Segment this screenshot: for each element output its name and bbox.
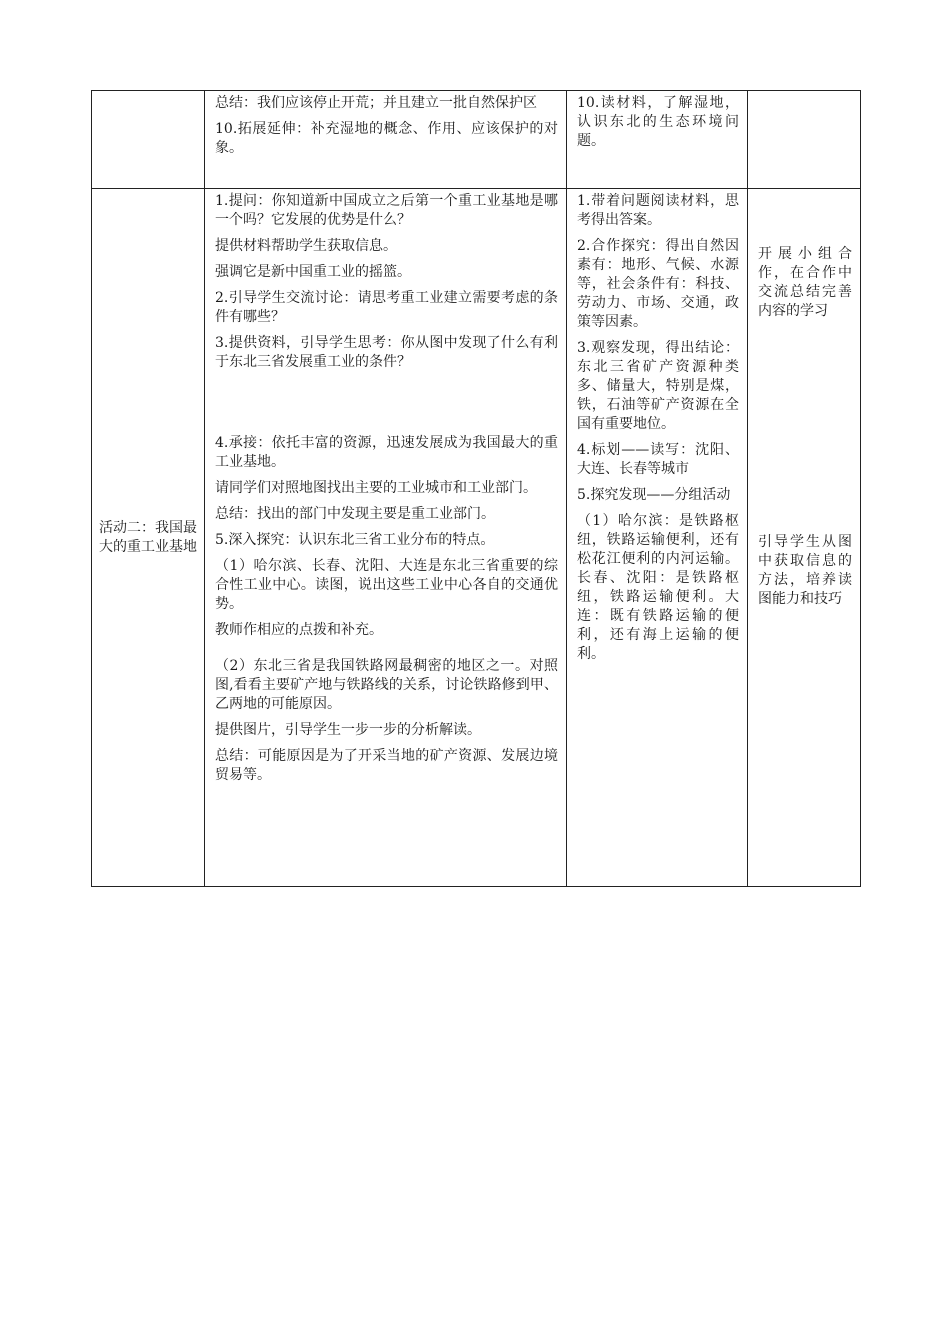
teacher-text: （1）哈尔滨、长春、沈阳、大连是东北三省重要的综合性工业中心。读图，说出这些工业中心各自的交通优势。 <box>215 558 558 612</box>
teacher-text: 强调它是新中国重工业的摇篮。 <box>215 264 411 280</box>
teacher-text: 教师作相应的点拨和补充。 <box>215 622 383 638</box>
teacher-text: （2）东北三省是我国铁路网最稠密的地区之一。对照图,看看主要矿产地与铁路线的关系，讨论铁路修到甲、乙两地的可能原因。 <box>215 658 558 712</box>
intent-text: 引导学生从图中获取信息的方法，培养读图能力和技巧 <box>758 534 852 607</box>
teacher-text: 总结：找出的部门中发现主要是重工业部门。 <box>215 506 495 522</box>
teacher-text: 总结：可能原因是为了开采当地的矿产资源、发展边境贸易等。 <box>215 748 558 783</box>
student-text: （1）哈尔滨：是铁路枢纽，铁路运输便利，还有松花江便利的内河运输。长春、沈阳：是铁路枢纽，铁路运输便利。大连：既有铁路运输的便利，还有海上运输的便利。 <box>577 513 739 662</box>
teacher-activity-cell <box>205 91 567 189</box>
teacher-text: 3.提供资料，引导学生思考：你从图中发现了什么有利于东北三省发展重工业的条件？ <box>215 335 558 370</box>
student-text: 5.探究发现——分组活动 <box>577 487 731 503</box>
student-text: 10.读材料，了解湿地，认识东北的生态环境问题。 <box>577 95 739 149</box>
activity-title: 活动二：我国最大的重工业基地 <box>99 519 197 555</box>
student-text: 1.带着问题阅读材料，思考得出答案。 <box>577 193 739 228</box>
student-text: 2.合作探究：得出自然因素有：地形、气候、水源等，社会条件有：科技、劳动力、市场、交通，政策等因素。 <box>577 238 739 330</box>
teacher-text: 2.引导学生交流讨论：请思考重工业建立需要考虑的条件有哪些？ <box>215 290 558 325</box>
teacher-text: 4.承接：依托丰富的资源，迅速发展成为我国最大的重工业基地。 <box>215 435 558 470</box>
lesson-plan-table <box>91 90 861 887</box>
table-row <box>92 91 861 189</box>
teacher-text: 请同学们对照地图找出主要的工业城市和工业部门。 <box>215 480 537 496</box>
teacher-text: 提供材料帮助学生获取信息。 <box>215 238 397 254</box>
student-text: 4.标划——读写：沈阳、大连、长春等城市 <box>577 442 739 477</box>
design-intent-cell <box>748 91 861 189</box>
design-intent-cell <box>748 189 861 887</box>
student-activity-cell <box>567 91 748 189</box>
teacher-text: 5.深入探究：认识东北三省工业分布的特点。 <box>215 532 495 548</box>
intent-text: 开展小组合作，在合作中交流总结完善内容的学习 <box>758 246 852 319</box>
table-row <box>92 189 861 887</box>
teacher-text: 1.提问：你知道新中国成立之后第一个重工业基地是哪一个吗？它发展的优势是什么？ <box>215 193 558 228</box>
student-text: 3.观察发现，得出结论：东北三省矿产资源种类多、储量大，特别是煤，铁，石油等矿产资源在全国有重要地位。 <box>577 340 739 432</box>
activity-cell <box>92 91 205 189</box>
teacher-text: 提供图片，引导学生一步一步的分析解读。 <box>215 722 481 738</box>
activity-cell <box>92 189 205 887</box>
teacher-text: 10.拓展延伸：补充湿地的概念、作用、应该保护的对象。 <box>215 121 558 156</box>
teacher-activity-cell <box>205 189 567 887</box>
student-activity-cell <box>567 189 748 887</box>
teacher-text: 总结：我们应该停止开荒；并且建立一批自然保护区 <box>215 95 537 111</box>
